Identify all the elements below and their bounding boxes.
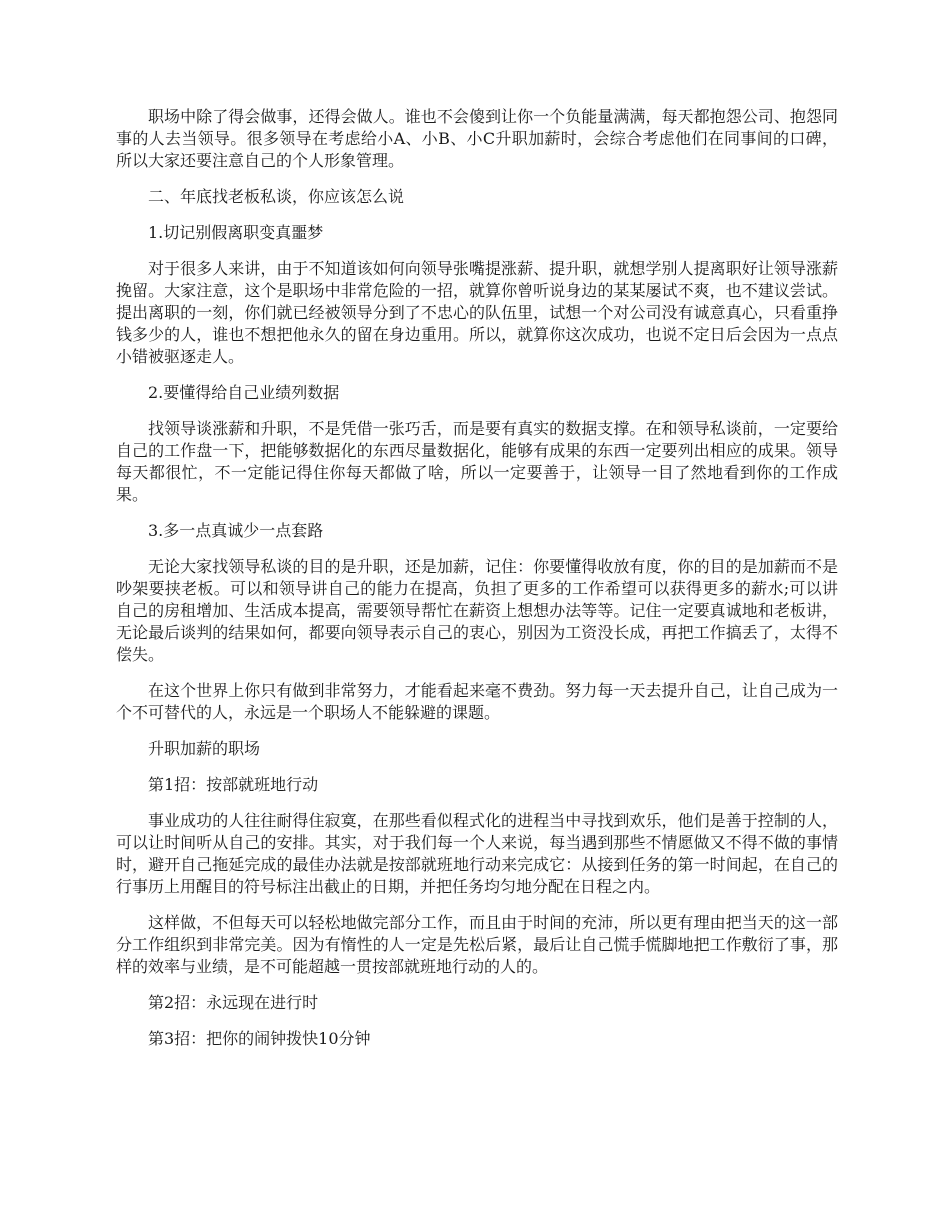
paragraph-effort: 在这个世界上你只有做到非常努力，才能看起来毫不费劲。努力每一天去提升自己，让自己成为一个不可替代的人，永远是一个职场人不能躲避的课题。 <box>116 681 838 722</box>
tip-heading-3: 第3招：把你的闹钟拨快10分钟 <box>148 1029 371 1048</box>
section-heading-promotion: 升职加薪的职场 <box>148 739 261 758</box>
paragraph-tip-1: 事业成功的人往往耐得住寂寞，在那些看似程式化的进程当中寻找到欢乐，他们是善于控制的人，可以让时间听从自己的安排。其实，对于我们每一个人来说，每当遇到那些不情愿做又不得不做的事情时，避开自己拖延完成的最佳办法就是按部就班地行动来完成它：从接到任务的第一时间起，在自己的行事历上用醒目的符号标注出截止的日期，并把任务均匀地分配在日程之内。 <box>116 811 838 896</box>
paragraph-tip-1-continued: 这样做，不但每天可以轻松地做完部分工作，而且由于时间的充沛，所以更有理由把当天的这一部分工作组织到非常完美。因为有惰性的人一定是先松后紧，最后让自己慌手慌脚地把工作敷衍了事，那样的效率与业绩，是不可能超越一贯按部就班地行动的人的。 <box>116 913 838 976</box>
subheading-sincerity: 3.多一点真诚少一点套路 <box>148 521 324 540</box>
subheading-fake-resignation: 1.切记别假离职变真噩梦 <box>148 223 324 242</box>
tip-heading-1: 第1招：按部就班地行动 <box>148 775 319 794</box>
paragraph-performance-data: 找领导谈涨薪和升职，不是凭借一张巧舌，而是要有真实的数据支撑。在和领导私谈前，一定要给自己的工作盘一下，把能够数据化的东西尽量数据化，能够有成果的东西一定要列出相应的成果。领导每天都很忙，不一定能记得住你每天都做了啥，所以一定要善于，让领导一目了然地看到你的工作成果。 <box>116 419 838 504</box>
paragraph-intro: 职场中除了得会做事，还得会做人。谁也不会傻到让你一个负能量满满，每天都抱怨公司、抱怨同事的人去当领导。很多领导在考虑给小A、小B、小C升职加薪时，会综合考虑他们在同事间的口碑，所以大家还要注意自己的个人形象管理。 <box>116 107 838 170</box>
paragraph-sincerity: 无论大家找领导私谈的目的是升职，还是加薪，记住：你要懂得收放有度，你的目的是加薪而不是吵架要挟老板。可以和领导讲自己的能力在提高，负担了更多的工作希望可以获得更多的薪水;可以讲自己的房租增加、生活成本提高，需要领导帮忙在薪资上想想办法等等。记住一定要真诚地和老板讲，无论最后谈判的结果如何，都要向领导表示自己的衷心，别因为工资没长成，再把工作搞丢了，太得不偿失。 <box>116 557 838 664</box>
tip-heading-2: 第2招：永远现在进行时 <box>148 993 319 1012</box>
subheading-performance-data: 2.要懂得给自己业绩列数据 <box>148 383 340 402</box>
paragraph-fake-resignation: 对于很多人来讲，由于不知道该如何向领导张嘴提涨薪、提升职，就想学别人提离职好让领导涨薪挽留。大家注意，这个是职场中非常危险的一招，就算你曾听说身边的某某屡试不爽，也不建议尝试。提出离职的一刻，你们就已经被领导分到了不忠心的队伍里，试想一个对公司没有诚意真心，只看重挣钱多少的人，谁也不想把他永久的留在身边重用。所以，就算你这次成功，也说不定日后会因为一点点小错被驱逐走人。 <box>116 259 838 366</box>
section-heading-year-end-talk: 二、年底找老板私谈，你应该怎么说 <box>148 187 405 206</box>
document-body <box>116 106 838 1064</box>
